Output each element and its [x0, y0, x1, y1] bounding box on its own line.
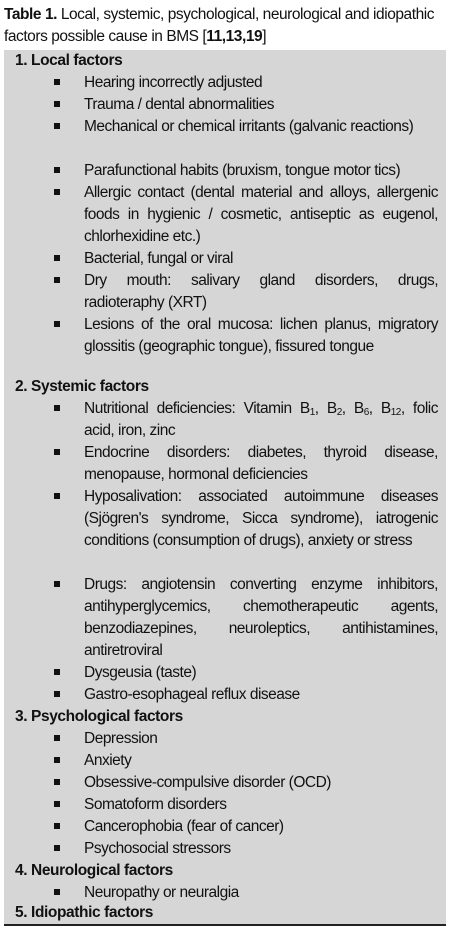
list-item-text: Endocrine disorders: diabetes, thyroid disease, menopause, hormonal deficiencies — [84, 444, 438, 483]
list-item-text: Cancerophobia (fear of cancer) — [84, 818, 284, 835]
section-title-systemic: 2. Systemic factors — [15, 378, 149, 395]
bullet-icon — [54, 779, 60, 785]
section-title-neurological: 4. Neurological factors — [15, 862, 173, 879]
bullet-icon — [54, 691, 60, 697]
list-item-text: Trauma / dental abnormalities — [84, 96, 274, 113]
list-item-text: Neuropathy or neuralgia — [84, 884, 239, 901]
list-item-text: Dry mouth: salivary gland disorders, drugs, radioteraphy (XRT) — [84, 272, 438, 311]
bullet-icon — [54, 823, 60, 829]
list-item-text: Parafunctional habits (bruxism, tongue motor tics) — [84, 162, 401, 179]
bullet-icon — [54, 449, 60, 455]
bullet-icon — [54, 255, 60, 261]
bullet-icon — [54, 669, 60, 675]
bullet-icon — [54, 405, 60, 411]
list-item-text: Depression — [84, 730, 158, 747]
bullet-icon — [54, 801, 60, 807]
list-item-text: Gastro-esophageal reflux disease — [84, 686, 300, 703]
factors-table — [4, 50, 446, 926]
list-item-text: Psychosocial stressors — [84, 840, 231, 857]
table-caption-refs: 11,13,19 — [206, 28, 263, 45]
list-item-text: Dysgeusia (taste) — [84, 664, 197, 681]
table-caption-close: ] — [262, 28, 267, 45]
list-item-text: Somatoform disorders — [84, 796, 227, 813]
list-item-text: Hyposalivation: associated autoimmune diseases (Sjögren's syndrome, Sicca syndrome), iatrogenic conditions (consumption of drugs), anxiety or stress — [84, 488, 438, 549]
bullet-icon — [54, 123, 60, 129]
bullet-icon — [54, 101, 60, 107]
bullet-icon — [54, 845, 60, 851]
table-caption — [4, 4, 444, 48]
bullet-icon — [54, 189, 60, 195]
bullet-icon — [54, 581, 60, 587]
list-item-text: Bacterial, fungal or viral — [84, 250, 233, 267]
list-item-text: Lesions of the oral mucosa: lichen planus, migratory glossitis (geographic tongue), fissured tongue — [84, 316, 438, 355]
section-title-psychological: 3. Psychological factors — [15, 708, 183, 725]
bullet-icon — [54, 735, 60, 741]
section-title-idiopathic: 5. Idiopathic factors — [15, 904, 154, 921]
bullet-icon — [54, 889, 60, 895]
list-item-text: Allergic contact (dental material and alloys, allergenic foods in hygienic / cosmetic, antiseptic as eugenol, chlorhexidine etc.) — [84, 184, 438, 245]
bullet-icon — [54, 79, 60, 85]
table-caption-label: Table 1. — [4, 6, 57, 23]
bullet-icon — [54, 493, 60, 499]
list-item-text: Drugs: angiotensin converting enzyme inhibitors, antihyperglycemics, chemotherapeutic agents, benzodiazepines, neuroleptics, antihistamines, antiretroviral — [84, 576, 438, 659]
section-title-local: 1. Local factors — [15, 52, 123, 69]
list-item-text: Anxiety — [84, 752, 132, 769]
bullet-icon — [54, 757, 60, 763]
list-item-text-nutritional: Nutritional deficiencies: Vitamin $B_1$, $B_2$, $B_6$, $B_{12}$, folic acid, iron, zinc — [84, 400, 438, 439]
list-item-text: Hearing incorrectly adjusted — [84, 74, 263, 91]
list-item-text: Mechanical or chemical irritants (galvanic reactions) — [84, 118, 414, 135]
bullet-icon — [54, 167, 60, 173]
bullet-icon — [54, 277, 60, 283]
bullet-icon — [54, 321, 60, 327]
list-item-text: Obsessive-compulsive disorder (OCD) — [84, 774, 331, 791]
table-caption-text: Local, systemic, psychological, neurological and idiopathic factors possible cause in BMS [ — [4, 6, 435, 45]
